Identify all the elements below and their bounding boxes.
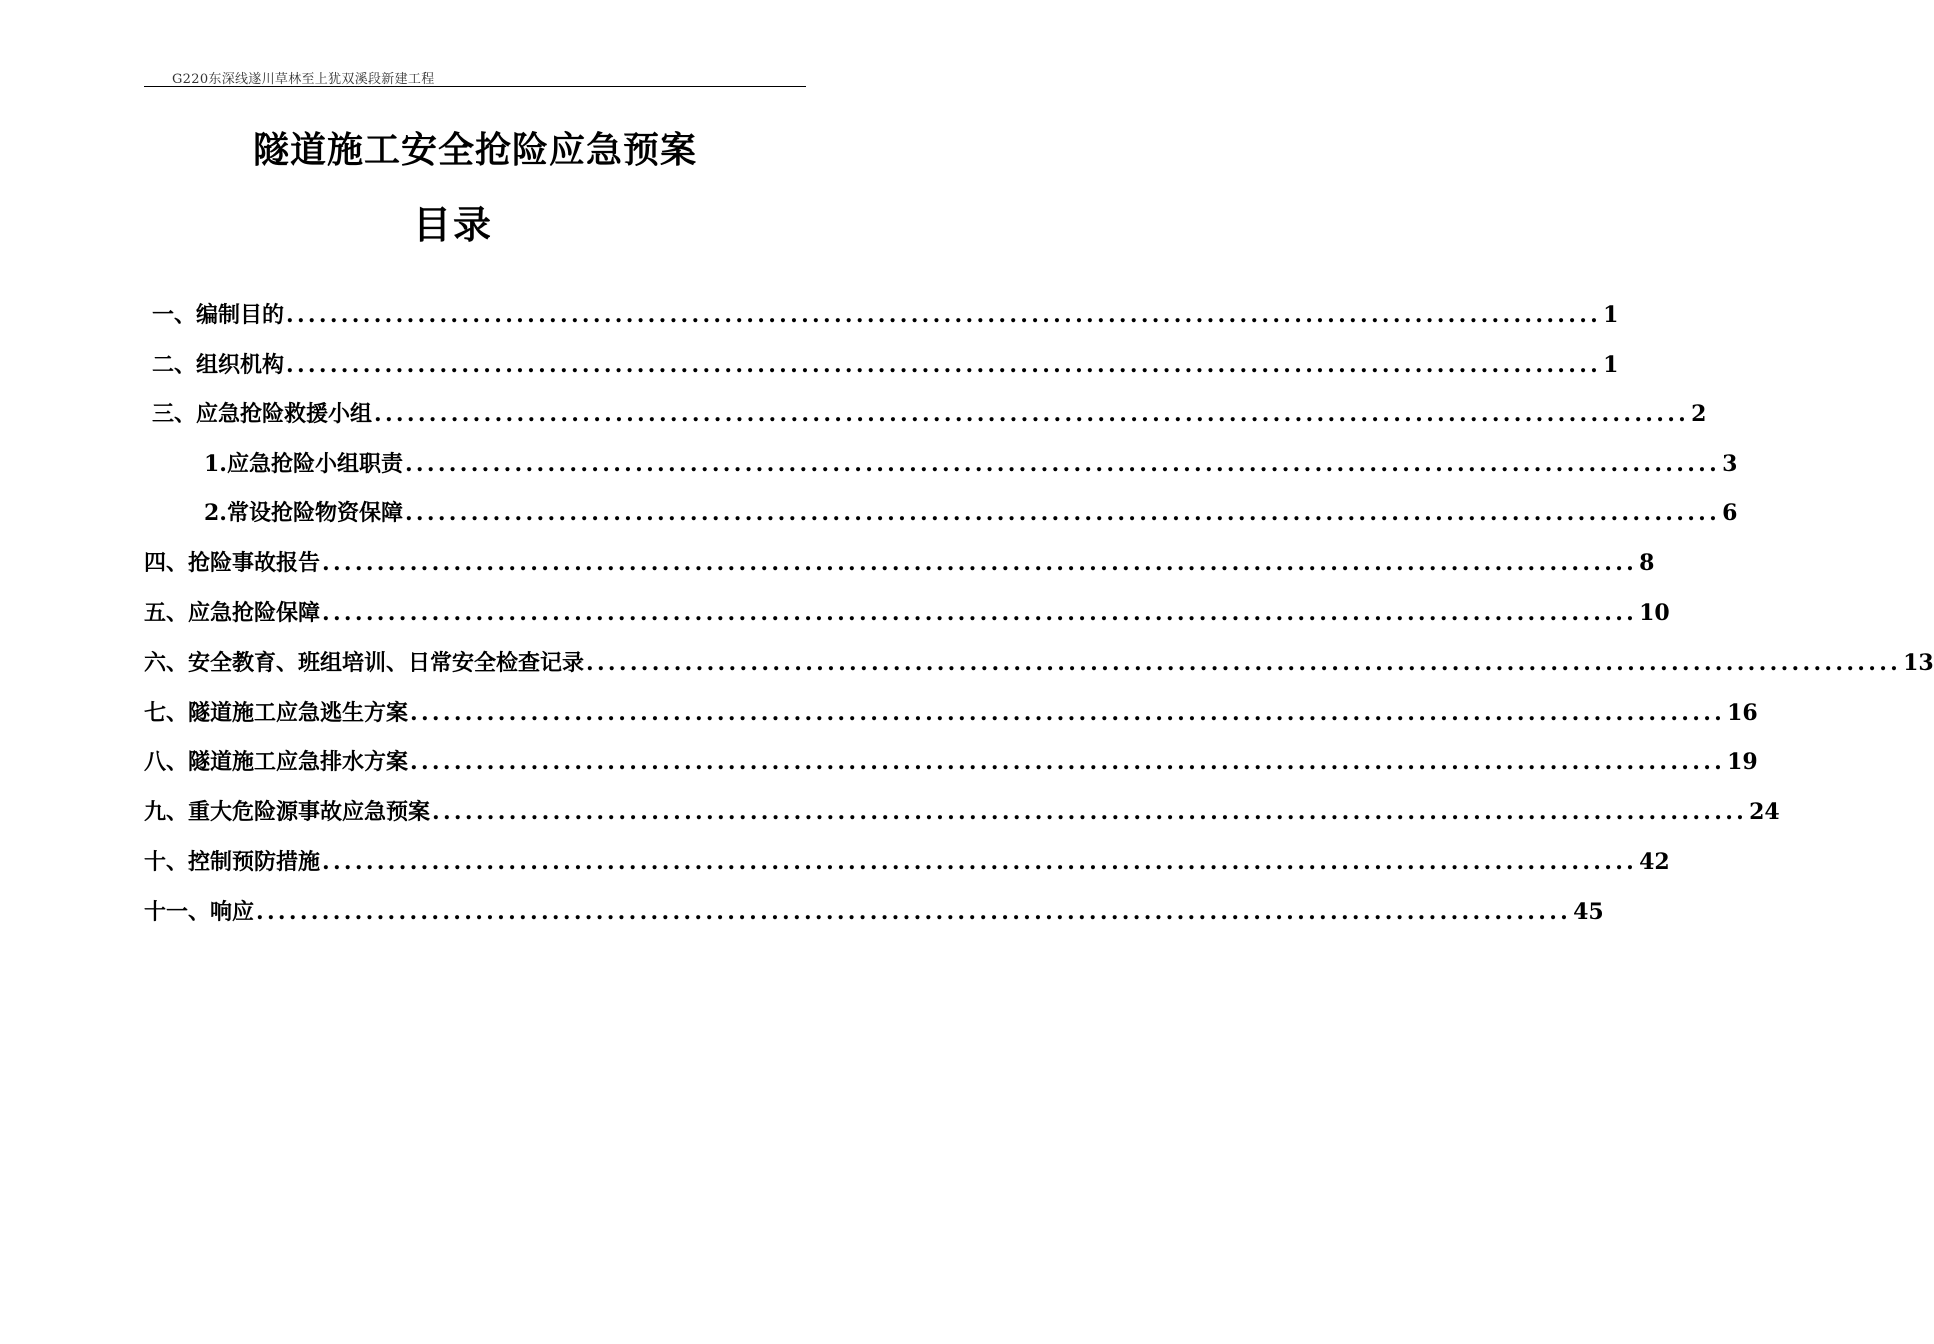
toc-leader-dots: ........................................................................................................................ bbox=[322, 600, 1638, 626]
toc-entry-title: 九、重大危险源事故应急预案 bbox=[144, 799, 431, 825]
toc-entry-title: 六、安全教育、班组培训、日常安全检查记录 bbox=[144, 650, 585, 676]
toc-entry[interactable] bbox=[144, 745, 1758, 785]
toc-entry[interactable] bbox=[144, 646, 1934, 686]
toc-entry-page: 19 bbox=[1727, 749, 1758, 775]
toc-entry[interactable] bbox=[144, 596, 1670, 636]
toc-entry[interactable] bbox=[144, 696, 1758, 736]
toc-entry-title: 一、编制目的 bbox=[152, 302, 285, 328]
toc-entry[interactable] bbox=[152, 348, 1619, 388]
toc-entry-page: 3 bbox=[1722, 451, 1738, 477]
toc-leader-dots: ........................................................................................................................ bbox=[586, 650, 1902, 676]
toc-entry-title: 七、隧道施工应急逃生方案 bbox=[144, 700, 409, 726]
toc-entry-title: 十、控制预防措施 bbox=[144, 849, 321, 875]
toc-entry-title: 四、抢险事故报告 bbox=[144, 550, 321, 576]
page-header bbox=[144, 64, 806, 87]
toc-leader-dots: ........................................................................................................................ bbox=[410, 749, 1726, 775]
toc-entry-page: 6 bbox=[1722, 500, 1738, 526]
toc-entry-page: 16 bbox=[1727, 700, 1758, 726]
toc-entry[interactable] bbox=[204, 496, 1738, 536]
toc-entry[interactable] bbox=[152, 397, 1707, 437]
toc-leader-dots: ........................................................................................................................ bbox=[410, 700, 1726, 726]
toc-entry-page: 2 bbox=[1691, 401, 1707, 427]
header-text: G220东深线遂川草林至上犹双溪段新建工程 bbox=[172, 72, 435, 87]
toc-entry-page: 45 bbox=[1573, 899, 1604, 925]
toc-entry[interactable] bbox=[152, 298, 1619, 338]
toc-entry[interactable] bbox=[204, 447, 1738, 487]
toc-entry-page: 1 bbox=[1603, 352, 1619, 378]
toc-leader-dots: ........................................................................................................................ bbox=[256, 899, 1572, 925]
toc-entry-title: 三、应急抢险救援小组 bbox=[152, 401, 373, 427]
toc-entry-title: 1.应急抢险小组职责 bbox=[204, 451, 403, 477]
document-title: 隧道施工安全抢险应急预案 bbox=[252, 129, 697, 171]
toc-entry[interactable] bbox=[144, 895, 1604, 935]
toc-entry-page: 10 bbox=[1639, 600, 1670, 626]
toc-entry-title: 2.常设抢险物资保障 bbox=[204, 500, 403, 526]
toc-entry-page: 1 bbox=[1603, 302, 1619, 328]
toc-entry-page: 42 bbox=[1639, 849, 1670, 875]
toc-leader-dots: ........................................................................................................................ bbox=[322, 849, 1638, 875]
toc-leader-dots: ........................................................................................................................ bbox=[286, 302, 1602, 328]
toc-entry-page: 8 bbox=[1639, 550, 1655, 576]
toc-leader-dots: ........................................................................................................................ bbox=[374, 401, 1690, 427]
toc-leader-dots: ........................................................................................................................ bbox=[404, 500, 1721, 526]
toc-entry-page: 13 bbox=[1903, 650, 1934, 676]
toc-leader-dots: ........................................................................................................................ bbox=[404, 451, 1721, 477]
toc-heading: 目录 bbox=[412, 202, 493, 247]
toc-entry[interactable] bbox=[144, 845, 1670, 885]
toc-entry-title: 十一、响应 bbox=[144, 899, 255, 925]
toc-leader-dots: ........................................................................................................................ bbox=[322, 550, 1638, 576]
toc-leader-dots: ........................................................................................................................ bbox=[432, 799, 1748, 825]
toc-entry-page: 24 bbox=[1749, 799, 1780, 825]
toc-entry[interactable] bbox=[144, 546, 1655, 586]
toc-leader-dots: ........................................................................................................................ bbox=[286, 352, 1602, 378]
toc-entry[interactable] bbox=[144, 795, 1780, 835]
toc-entry-title: 二、组织机构 bbox=[152, 352, 285, 378]
toc-entry-title: 八、隧道施工应急排水方案 bbox=[144, 749, 409, 775]
toc-entry-title: 五、应急抢险保障 bbox=[144, 600, 321, 626]
